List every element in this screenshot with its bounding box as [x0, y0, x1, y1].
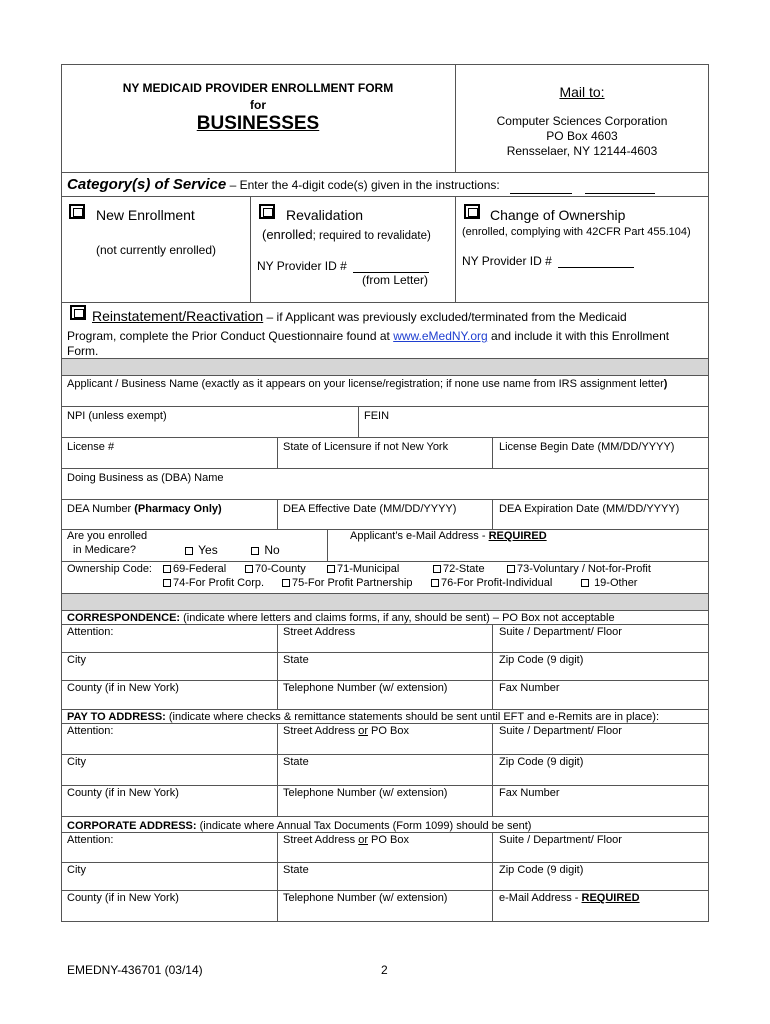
mail-address-line2: PO Box 4603	[546, 129, 618, 143]
form-id: EMEDNY-436701 (03/14)	[67, 963, 203, 977]
divider	[492, 832, 493, 922]
pay-suite-label: Suite / Department/ Floor	[499, 725, 622, 737]
revalidation-sub: (enrolled; required to revalidate)	[262, 227, 431, 242]
ownership-code-label: Ownership Code:	[67, 563, 152, 575]
corp-attention-label: Attention:	[67, 834, 114, 846]
dba-label: Doing Business as (DBA) Name	[67, 472, 224, 484]
divider	[327, 529, 328, 561]
revalidation-provider-id: NY Provider ID #	[257, 259, 429, 273]
divider	[61, 832, 709, 833]
divider	[492, 499, 493, 529]
divider	[61, 499, 709, 500]
license-label: License #	[67, 441, 115, 453]
mail-address-line1: Computer Sciences Corporation	[496, 114, 668, 128]
npi-label: NPI (unless exempt)	[67, 410, 167, 422]
form-title-for: for	[250, 98, 266, 112]
gray-band-1	[62, 358, 708, 375]
reinstatement-line2: Program, complete the Prior Conduct Questionnaire found at www.eMedNY.org and include it with this Enrollment	[67, 329, 670, 343]
divider	[455, 196, 456, 302]
dea-effective-label: DEA Effective Date (MM/DD/YYYY)	[283, 503, 457, 515]
revalidation-checkbox[interactable]	[259, 204, 275, 219]
gray-band-2	[62, 593, 708, 610]
divider	[61, 723, 709, 724]
divider	[61, 406, 709, 407]
pay-county-label: County (if in New York)	[67, 787, 179, 799]
corr-phone-label: Telephone Number (w/ extension)	[283, 682, 448, 694]
category-code-field-1[interactable]	[510, 193, 572, 194]
corr-county-label: County (if in New York)	[67, 682, 179, 694]
ownership-69[interactable]: 69-Federal	[163, 563, 226, 575]
divider	[61, 610, 709, 611]
divider	[250, 196, 251, 302]
corp-phone-label: Telephone Number (w/ extension)	[283, 892, 448, 904]
ownership-71[interactable]: 71-Municipal	[327, 563, 399, 575]
ownership-75[interactable]: 75-For Profit Partnership	[282, 577, 412, 589]
pay-city-label: City	[67, 756, 86, 768]
pay-phone-label: Telephone Number (w/ extension)	[283, 787, 448, 799]
fein-label: FEIN	[364, 410, 390, 422]
divider	[61, 624, 709, 625]
divider	[61, 680, 709, 681]
corr-attention-label: Attention:	[67, 626, 114, 638]
pay-zip-label: Zip Code (9 digit)	[499, 756, 584, 768]
divider	[277, 499, 278, 529]
reinstatement-checkbox[interactable]	[70, 305, 86, 320]
divider	[61, 358, 709, 359]
ownership-72-checkbox[interactable]	[433, 565, 441, 573]
category-instruction: – Enter the 4-digit code(s) given in the instructions:	[226, 178, 500, 192]
mail-address-line3: Rensselaer, NY 12144-4603	[506, 144, 658, 158]
divider	[61, 375, 709, 376]
corp-email-label: e-Mail Address - REQUIRED	[499, 892, 640, 904]
medicare-yes-checkbox[interactable]	[185, 547, 193, 555]
change-ownership-label: Change of Ownership	[490, 207, 626, 223]
change-ownership-sub: (enrolled, complying with 42CFR Part 455.104)	[462, 226, 691, 238]
ownership-74[interactable]: 74-For Profit Corp.	[163, 577, 264, 589]
ownership-19[interactable]: 19-Other	[581, 577, 637, 589]
emedny-link[interactable]: www.eMedNY.org	[393, 329, 488, 343]
divider	[277, 437, 278, 468]
corporate-heading: CORPORATE ADDRESS: (indicate where Annual Tax Documents (Form 1099) should be sent)	[67, 820, 532, 832]
reinstatement-label: Reinstatement/Reactivation	[92, 308, 264, 324]
pay-state-label: State	[283, 756, 309, 768]
category-label: Category(s) of Service	[67, 176, 227, 193]
ownership-69-checkbox[interactable]	[163, 565, 171, 573]
reinstatement-line1: Reinstatement/Reactivation – if Applicant was previously excluded/terminated from the Medicaid	[92, 308, 627, 324]
pay-fax-label: Fax Number	[499, 787, 560, 799]
category-code-field-2[interactable]	[585, 193, 655, 194]
corp-county-label: County (if in New York)	[67, 892, 179, 904]
ownership-19-checkbox[interactable]	[581, 579, 589, 587]
applicant-email-label: Applicant’s e-Mail Address - REQUIRED	[350, 530, 547, 542]
change-ownership-provider-id-field[interactable]	[558, 267, 634, 268]
ownership-70[interactable]: 70-County	[245, 563, 306, 575]
ownership-76-checkbox[interactable]	[431, 579, 439, 587]
dea-number-label: DEA Number (Pharmacy Only)	[67, 503, 222, 515]
divider	[61, 561, 709, 562]
pay-attention-label: Attention:	[67, 725, 114, 737]
form-title: NY MEDICAID PROVIDER ENROLLMENT FORM	[122, 81, 394, 95]
corr-state-label: State	[283, 654, 309, 666]
corp-zip-label: Zip Code (9 digit)	[499, 864, 584, 876]
mail-to-label: Mail to:	[559, 84, 605, 100]
ownership-72[interactable]: 72-State	[433, 563, 485, 575]
page-number: 2	[381, 963, 388, 977]
corp-suite-label: Suite / Department/ Floor	[499, 834, 622, 846]
ownership-73[interactable]: 73-Voluntary / Not-for-Profit	[507, 563, 651, 575]
divider	[61, 172, 709, 173]
divider	[61, 816, 709, 817]
corr-fax-label: Fax Number	[499, 682, 560, 694]
divider	[492, 723, 493, 816]
divider	[61, 437, 709, 438]
divider	[61, 709, 709, 710]
ownership-75-checkbox[interactable]	[282, 579, 290, 587]
ownership-74-checkbox[interactable]	[163, 579, 171, 587]
medicare-question: Are you enrolled	[67, 530, 148, 542]
divider	[358, 406, 359, 437]
divider	[61, 652, 709, 653]
ownership-73-checkbox[interactable]	[507, 565, 515, 573]
applicant-name-label: Applicant / Business Name (exactly as it appears on your license/registration; if none use name from IRS assignment letter)	[67, 378, 668, 390]
ownership-70-checkbox[interactable]	[245, 565, 253, 573]
divider	[277, 723, 278, 816]
divider	[61, 468, 709, 469]
change-ownership-provider-id: NY Provider ID #	[462, 254, 634, 268]
corr-city-label: City	[67, 654, 86, 666]
state-licensure-label: State of Licensure if not New York	[283, 441, 449, 453]
divider	[277, 832, 278, 922]
medicare-yes[interactable]: Yes	[185, 543, 218, 557]
corp-city-label: City	[67, 864, 86, 876]
dea-expiration-label: DEA Expiration Date (MM/DD/YYYY)	[499, 503, 680, 515]
divider	[492, 624, 493, 709]
divider	[61, 196, 709, 197]
form-title-businesses: BUSINESSES	[196, 113, 320, 134]
new-enrollment-checkbox[interactable]	[69, 204, 85, 219]
change-ownership-checkbox[interactable]	[464, 204, 480, 219]
corp-street-label: Street Address or PO Box	[283, 834, 409, 846]
ownership-71-checkbox[interactable]	[327, 565, 335, 573]
ownership-76[interactable]: 76-For Profit-Individual	[431, 577, 552, 589]
divider	[61, 754, 709, 755]
medicare-no[interactable]: No	[251, 543, 280, 557]
category-row	[67, 176, 655, 194]
pay-to-heading: PAY TO ADDRESS: (indicate where checks & remittance statements should be sent until EFT and e-Remits are in place):	[67, 711, 660, 723]
new-enrollment-label: New Enrollment	[96, 207, 195, 223]
divider	[61, 593, 709, 594]
divider	[61, 862, 709, 863]
revalidation-label: Revalidation	[286, 207, 364, 223]
corr-suite-label: Suite / Department/ Floor	[499, 626, 622, 638]
divider	[492, 437, 493, 468]
correspondence-heading: CORRESPONDENCE: (indicate where letters and claims forms, if any, should be sent) – PO Box not acceptable	[67, 612, 615, 624]
corp-state-label: State	[283, 864, 309, 876]
license-begin-label: License Begin Date (MM/DD/YYYY)	[499, 441, 675, 453]
pay-street-label: Street Address or PO Box	[283, 725, 409, 737]
corr-zip-label: Zip Code (9 digit)	[499, 654, 584, 666]
divider	[61, 785, 709, 786]
new-enrollment-sub: (not currently enrolled)	[95, 243, 217, 257]
medicare-question-2: in Medicare?	[73, 544, 136, 556]
divider	[61, 302, 709, 303]
corr-street-label: Street Address	[283, 626, 356, 638]
revalidation-id-note: (from Letter)	[362, 273, 429, 287]
divider	[61, 890, 709, 891]
reinstatement-line3: Form.	[67, 344, 99, 358]
divider	[277, 624, 278, 709]
medicare-no-checkbox[interactable]	[251, 547, 259, 555]
